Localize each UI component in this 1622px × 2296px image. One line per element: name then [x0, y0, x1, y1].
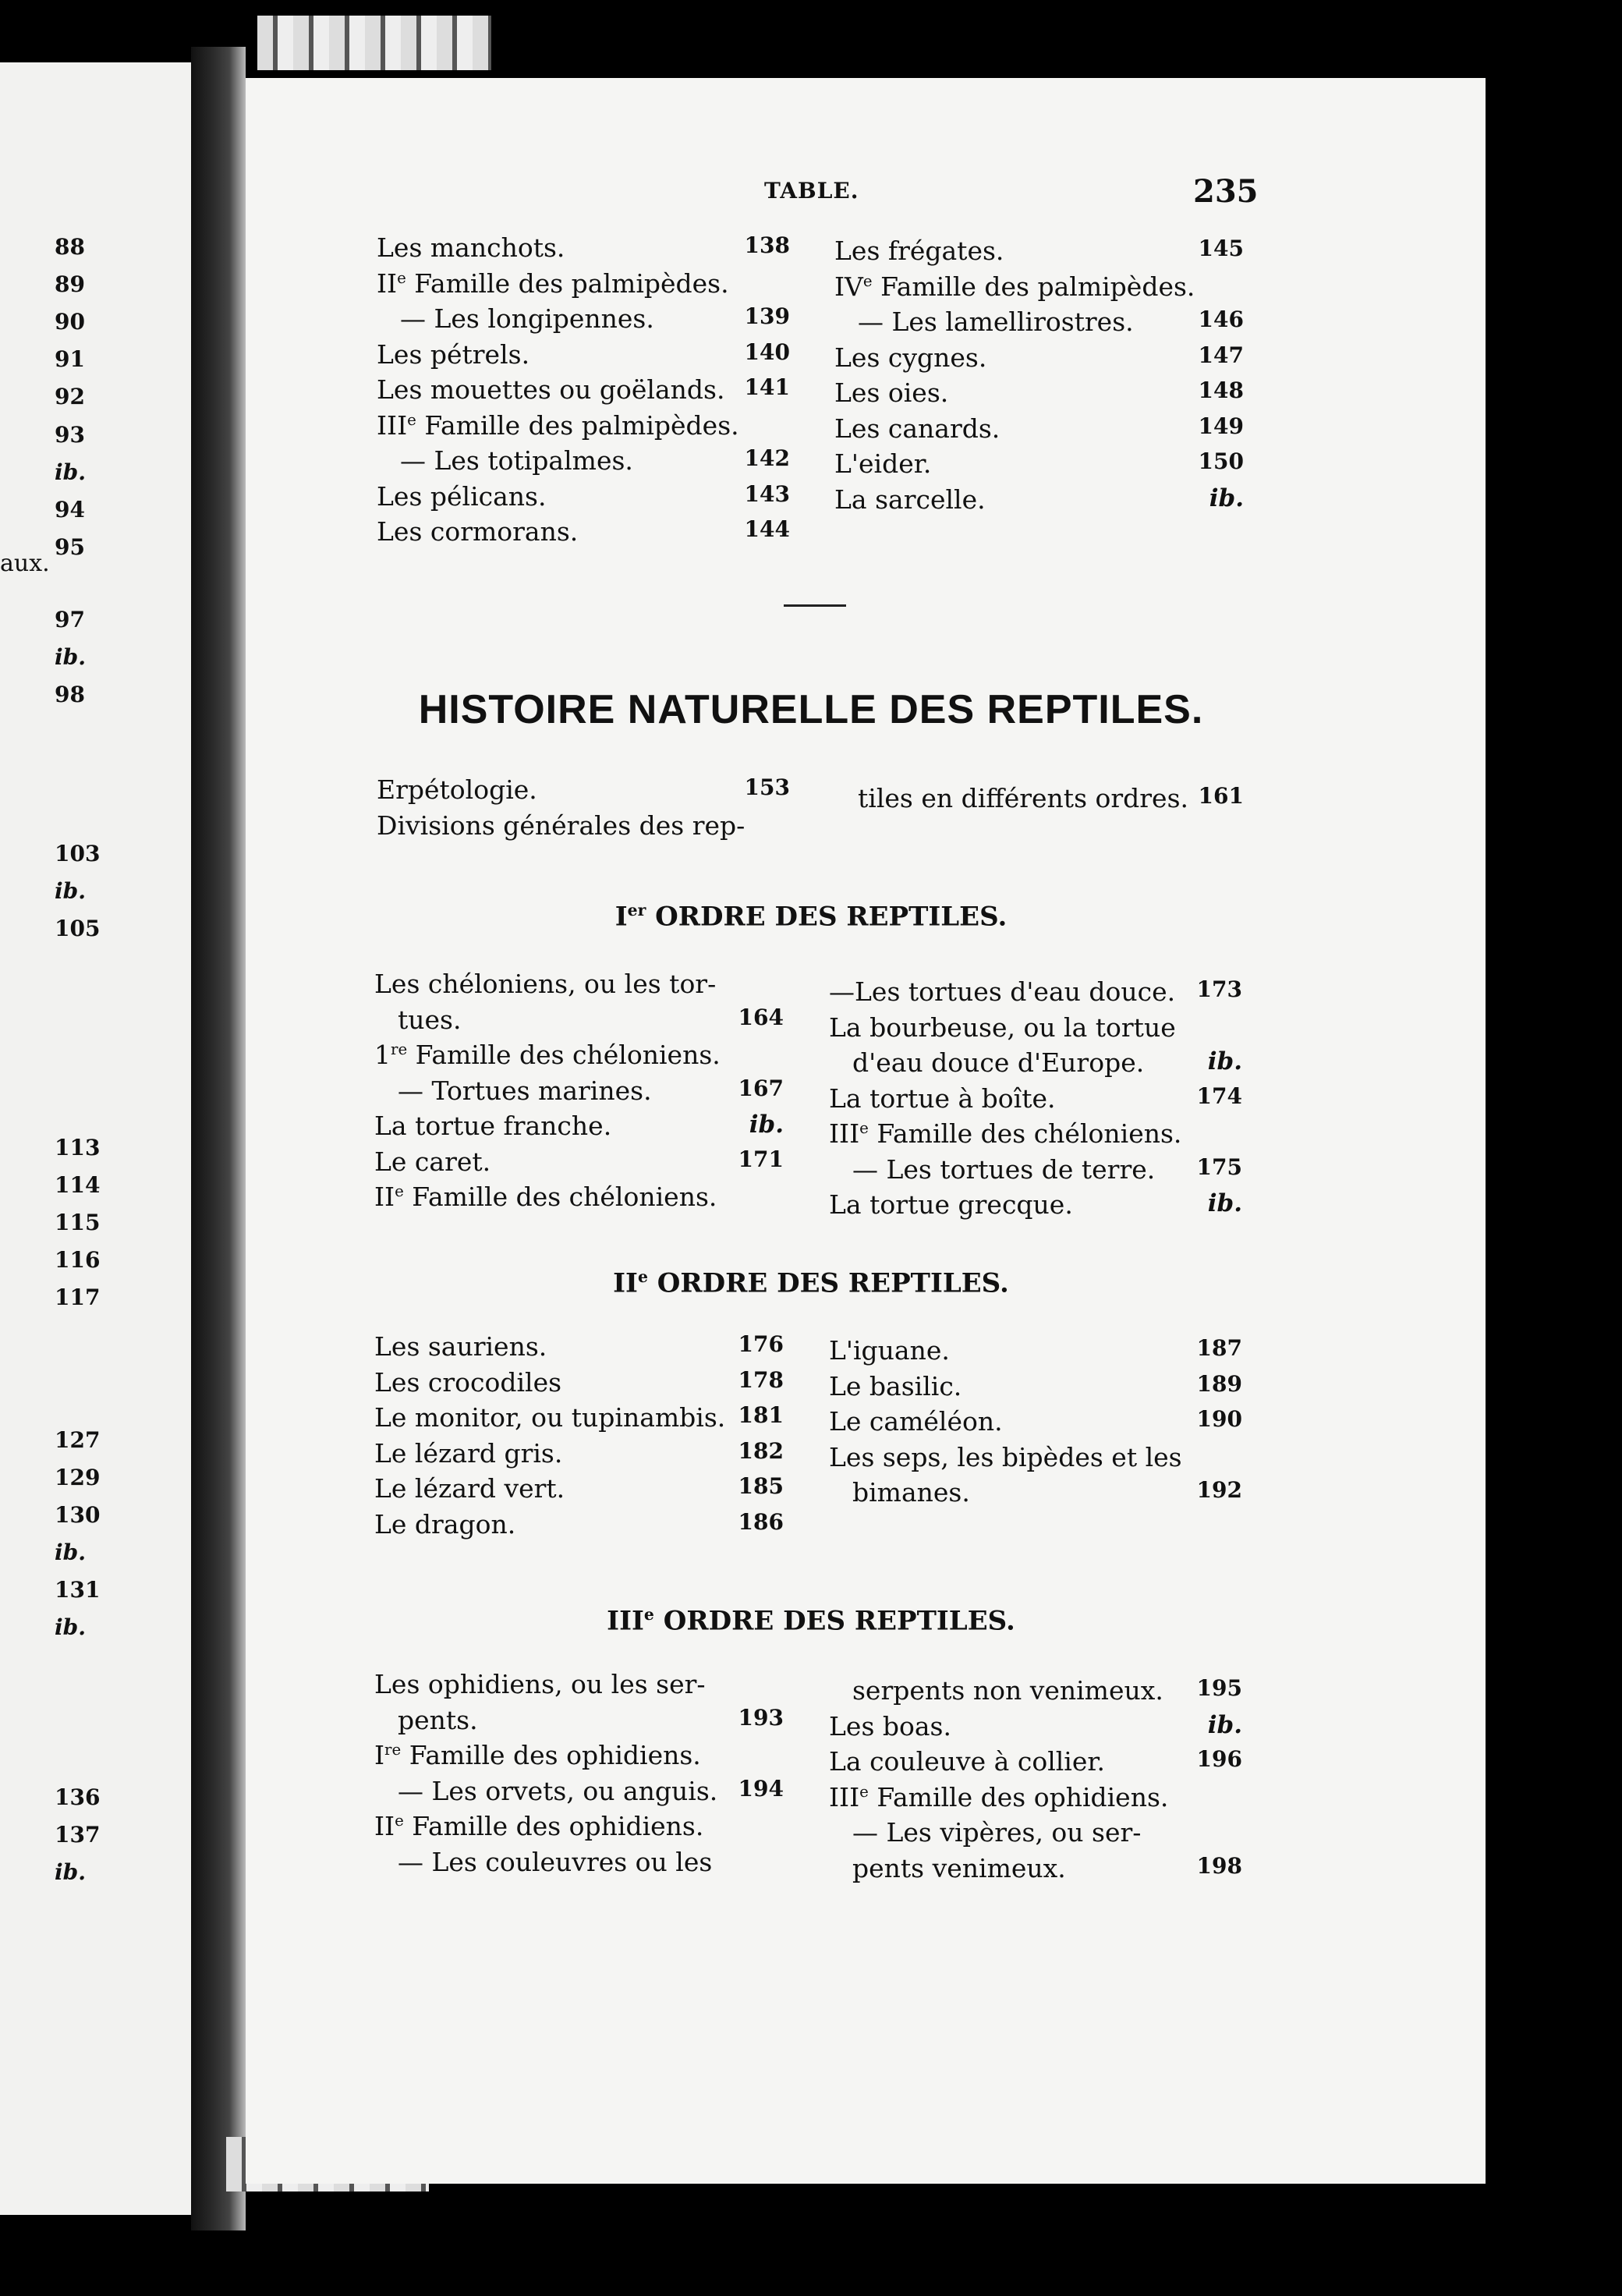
toc-entry — [374, 1740, 784, 1774]
page-number: 235 — [1193, 173, 1259, 210]
toc-entry — [829, 976, 1242, 1011]
margin-page-number: 95 — [55, 534, 85, 560]
toc-entry-page: 194 — [738, 1775, 784, 1802]
toc-entry-title: — Les longipennes. — [400, 303, 654, 334]
toc-entry-page: 196 — [1196, 1746, 1242, 1772]
toc-entry — [829, 1442, 1242, 1476]
toc-entry — [377, 774, 790, 809]
toc-entry — [829, 1118, 1242, 1153]
toc-entry — [829, 1746, 1242, 1780]
toc-entry — [829, 1083, 1242, 1118]
toc-entry-title: La bourbeuse, ou la tortue — [829, 1012, 1176, 1043]
toc-entry-title: Les chéloniens, ou les tor- — [374, 969, 717, 999]
toc-entry — [377, 810, 790, 845]
toc-entry — [834, 484, 1244, 519]
margin-page-number: 94 — [55, 497, 85, 523]
toc-entry-title: Les seps, les bipèdes et les — [829, 1441, 1182, 1472]
toc-entry — [834, 377, 1244, 412]
toc-entry-page: 143 — [744, 480, 790, 507]
toc-entry — [377, 481, 790, 516]
toc-entry-title: IIIe Famille des ophidiens. — [829, 1781, 1169, 1812]
margin-page-number: 91 — [55, 346, 85, 372]
toc-entry-page: 142 — [744, 445, 790, 471]
section-rule — [784, 604, 846, 607]
toc-entry-page: 145 — [1198, 236, 1244, 261]
toc-entry — [834, 236, 1244, 270]
margin-page-number: 117 — [55, 1284, 101, 1310]
toc-entry — [834, 448, 1244, 483]
order3-heading: IIIe ORDRE DES REPTILES. — [607, 1605, 1015, 1637]
toc-entry-title: — Les tortues de terre. — [852, 1153, 1156, 1185]
main-title: HISTOIRE NATURELLE DES REPTILES. — [418, 687, 1204, 732]
toc-entry-page: 150 — [1198, 448, 1244, 474]
toc-entry-title: Les oies. — [834, 377, 949, 408]
toc-entry-title: — Les totipalmes. — [400, 445, 633, 476]
toc-entry — [829, 1012, 1242, 1047]
toc-entry-page: 161 — [1198, 783, 1244, 809]
margin-page-number: ib. — [55, 1540, 86, 1565]
toc-entry — [374, 1811, 784, 1845]
top-ornament — [257, 16, 491, 70]
toc-entry-page: 182 — [738, 1437, 784, 1464]
toc-entry-page: 146 — [1198, 306, 1244, 332]
toc-entry-title: IIe Famille des chéloniens. — [374, 1182, 717, 1212]
toc-entry-title: Les cormorans. — [377, 516, 579, 547]
toc-entry-page: 141 — [744, 374, 790, 400]
toc-entry — [377, 339, 790, 374]
margin-page-number: 105 — [55, 916, 101, 941]
toc-entry-title: La sarcelle. — [834, 484, 986, 515]
toc-entry — [829, 1477, 1242, 1511]
toc-entry-title: IIIe Famille des palmipèdes. — [377, 409, 739, 441]
toc-entry — [374, 1146, 784, 1181]
toc-entry — [374, 1473, 784, 1508]
toc-entry — [374, 1438, 784, 1472]
toc-entry — [834, 306, 1244, 341]
margin-page-number: 131 — [55, 1577, 101, 1603]
toc-entry-page: 148 — [1198, 377, 1244, 403]
toc-entry — [829, 1047, 1242, 1082]
toc-entry-title: Le monitor, ou tupinambis. — [374, 1402, 726, 1433]
toc-entry — [377, 268, 790, 303]
toc-entry — [377, 374, 790, 409]
toc-entry — [829, 1853, 1242, 1887]
left-margin-text: aux. — [0, 550, 50, 577]
toc-entry-title: Les mouettes ou goëlands. — [377, 374, 725, 405]
toc-entry-title: Les cygnes. — [834, 342, 987, 373]
toc-entry-title: Erpétologie. — [377, 774, 537, 805]
toc-entry-title: — Les orvets, ou anguis. — [398, 1775, 718, 1806]
margin-page-number: ib. — [55, 1859, 86, 1885]
toc-entry — [834, 271, 1244, 306]
toc-entry-page: ib. — [749, 1111, 784, 1139]
toc-entry-title: La tortue franche. — [374, 1111, 612, 1141]
toc-entry — [374, 1705, 784, 1739]
margin-page-number: 130 — [55, 1502, 101, 1528]
toc-entry-title: IVe Famille des palmipèdes. — [834, 271, 1195, 302]
toc-entry-title: Le lézard gris. — [374, 1437, 563, 1469]
margin-page-number: 103 — [55, 841, 101, 866]
toc-entry-page: 187 — [1196, 1335, 1242, 1361]
toc-entry-title: Le basilic. — [829, 1370, 962, 1401]
toc-entry — [377, 410, 790, 445]
margin-page-number: 136 — [55, 1784, 101, 1810]
margin-page-number: 137 — [55, 1822, 101, 1848]
margin-page-number: 116 — [55, 1247, 101, 1273]
toc-entry — [829, 1817, 1242, 1851]
toc-entry-title: bimanes. — [852, 1477, 970, 1508]
toc-entry — [374, 1509, 784, 1543]
margin-page-number: 114 — [55, 1172, 101, 1198]
margin-page-number: 88 — [55, 234, 85, 260]
margin-page-number: 113 — [55, 1135, 101, 1160]
toc-entry-page: 185 — [738, 1473, 784, 1499]
toc-entry-page: ib. — [1207, 1047, 1242, 1075]
toc-entry-title: tues. — [398, 1004, 462, 1035]
toc-entry — [829, 1189, 1242, 1224]
margin-page-number: 98 — [55, 682, 85, 707]
toc-entry-title: — Les couleuvres ou les — [398, 1846, 713, 1877]
toc-entry — [829, 1675, 1242, 1710]
toc-entry-page: 144 — [744, 516, 790, 542]
order1-heading: Ier ORDRE DES REPTILES. — [614, 901, 1008, 933]
toc-entry-title: Les sauriens. — [374, 1331, 547, 1362]
toc-entry-page: 186 — [738, 1508, 784, 1535]
order2-heading: IIe ORDRE DES REPTILES. — [613, 1267, 1009, 1299]
toc-entry-title: serpents non venimeux. — [852, 1675, 1163, 1706]
toc-entry-title: La tortue à boîte. — [829, 1082, 1056, 1114]
toc-entry-title: Les pétrels. — [377, 338, 530, 370]
toc-entry-title: La couleuve à collier. — [829, 1746, 1106, 1777]
toc-entry-page: 190 — [1196, 1406, 1242, 1432]
margin-page-number: 90 — [55, 309, 85, 335]
toc-entry — [834, 413, 1244, 448]
toc-entry — [829, 1406, 1242, 1440]
margin-page-number: 89 — [55, 271, 85, 297]
toc-entry — [829, 1335, 1242, 1369]
toc-entry-page: 139 — [744, 303, 790, 329]
toc-entry-page: 164 — [738, 1004, 784, 1030]
margin-page-number: 129 — [55, 1465, 101, 1490]
toc-entry — [374, 1075, 784, 1110]
toc-entry-page: 138 — [744, 232, 790, 258]
margin-page-number: 92 — [55, 384, 85, 409]
toc-entry-page: 147 — [1198, 342, 1244, 368]
toc-entry-page: 195 — [1196, 1675, 1242, 1701]
toc-entry-title: — Les vipères, ou ser- — [852, 1817, 1142, 1848]
toc-entry — [374, 1776, 784, 1810]
toc-entry-page: 193 — [738, 1704, 784, 1731]
toc-entry — [374, 1004, 784, 1039]
toc-entry-title: pents venimeux. — [852, 1852, 1066, 1883]
margin-page-number: 115 — [55, 1210, 101, 1235]
toc-entry — [374, 969, 784, 1003]
toc-entry-title: tiles en différents ordres. — [858, 783, 1188, 813]
margin-page-number: ib. — [55, 1614, 86, 1640]
book-gutter — [191, 47, 246, 2230]
toc-entry — [374, 1402, 784, 1437]
toc-entry-title: d'eau douce d'Europe. — [852, 1047, 1145, 1078]
toc-entry-page: 174 — [1196, 1082, 1242, 1109]
toc-entry-page: 140 — [744, 338, 790, 365]
toc-entry-page: ib. — [1207, 1710, 1242, 1739]
toc-entry — [374, 1669, 784, 1703]
toc-entry-title: Les ophidiens, ou les ser- — [374, 1669, 706, 1699]
toc-entry-title: Le dragon. — [374, 1508, 516, 1540]
toc-entry-page: ib. — [1207, 1189, 1242, 1217]
toc-entry — [374, 1331, 784, 1366]
toc-entry-title: Le caméléon. — [829, 1406, 1003, 1437]
toc-entry-page: 167 — [738, 1075, 784, 1101]
margin-page-number: 93 — [55, 422, 85, 448]
toc-entry-title: Le lézard vert. — [374, 1473, 565, 1504]
toc-entry-title: IIe Famille des palmipèdes. — [377, 268, 729, 299]
margin-page-number: 97 — [55, 607, 85, 632]
margin-page-number: 127 — [55, 1427, 101, 1453]
toc-entry — [377, 516, 790, 551]
toc-entry — [834, 783, 1244, 817]
toc-entry-title: pents. — [398, 1704, 478, 1735]
toc-entry-page: 171 — [738, 1146, 784, 1172]
toc-entry-page: ib. — [1209, 484, 1244, 512]
toc-entry — [374, 1111, 784, 1145]
toc-entry-title: Les canards. — [834, 413, 1000, 444]
toc-entry-page: 192 — [1196, 1477, 1242, 1503]
toc-entry-title: Les manchots. — [377, 232, 565, 263]
margin-page-number: ib. — [55, 644, 86, 670]
toc-entry-title: — Tortues marines. — [398, 1075, 652, 1106]
toc-entry-page: 189 — [1196, 1370, 1242, 1397]
toc-entry-title: Les frégates. — [834, 236, 1004, 266]
toc-entry — [374, 1367, 784, 1401]
margin-page-number: ib. — [55, 459, 86, 485]
toc-entry-page: 175 — [1196, 1153, 1242, 1180]
toc-entry-title: La tortue grecque. — [829, 1189, 1073, 1220]
toc-entry — [377, 303, 790, 338]
toc-entry-title: Les boas. — [829, 1710, 951, 1741]
toc-entry-title: L'eider. — [834, 448, 932, 479]
toc-entry — [374, 1040, 784, 1074]
toc-entry-title: IIe Famille des ophidiens. — [374, 1811, 704, 1841]
toc-entry — [829, 1711, 1242, 1745]
toc-entry — [377, 445, 790, 480]
toc-entry-title: Le caret. — [374, 1146, 491, 1177]
toc-entry-page: 178 — [738, 1366, 784, 1393]
margin-page-number: ib. — [55, 878, 86, 904]
toc-entry — [374, 1847, 784, 1881]
toc-entry-title: —Les tortues d'eau douce. — [829, 976, 1176, 1007]
toc-entry-page: 176 — [738, 1331, 784, 1357]
toc-entry — [829, 1782, 1242, 1816]
toc-entry-title: Divisions générales des rep- — [377, 810, 745, 841]
running-head: TABLE. — [764, 178, 859, 204]
toc-entry — [829, 1371, 1242, 1405]
toc-entry — [834, 342, 1244, 377]
toc-entry — [374, 1182, 784, 1216]
toc-entry-page: 153 — [744, 774, 790, 800]
toc-entry-title: — Les lamellirostres. — [858, 306, 1134, 337]
toc-entry-page: 173 — [1196, 976, 1242, 1002]
toc-entry-title: Ire Famille des ophidiens. — [374, 1740, 701, 1770]
toc-entry-page: 181 — [738, 1402, 784, 1428]
toc-entry-title: IIIe Famille des chéloniens. — [829, 1118, 1182, 1149]
toc-entry-page: 149 — [1198, 413, 1244, 439]
toc-entry-title: L'iguane. — [829, 1335, 950, 1366]
toc-entry-title: 1re Famille des chéloniens. — [374, 1040, 721, 1070]
toc-entry-title: Les pélicans. — [377, 480, 547, 512]
toc-entry-page: 198 — [1196, 1852, 1242, 1879]
toc-entry — [377, 232, 790, 267]
toc-entry-title: Les crocodiles — [374, 1366, 562, 1398]
toc-entry — [829, 1154, 1242, 1189]
